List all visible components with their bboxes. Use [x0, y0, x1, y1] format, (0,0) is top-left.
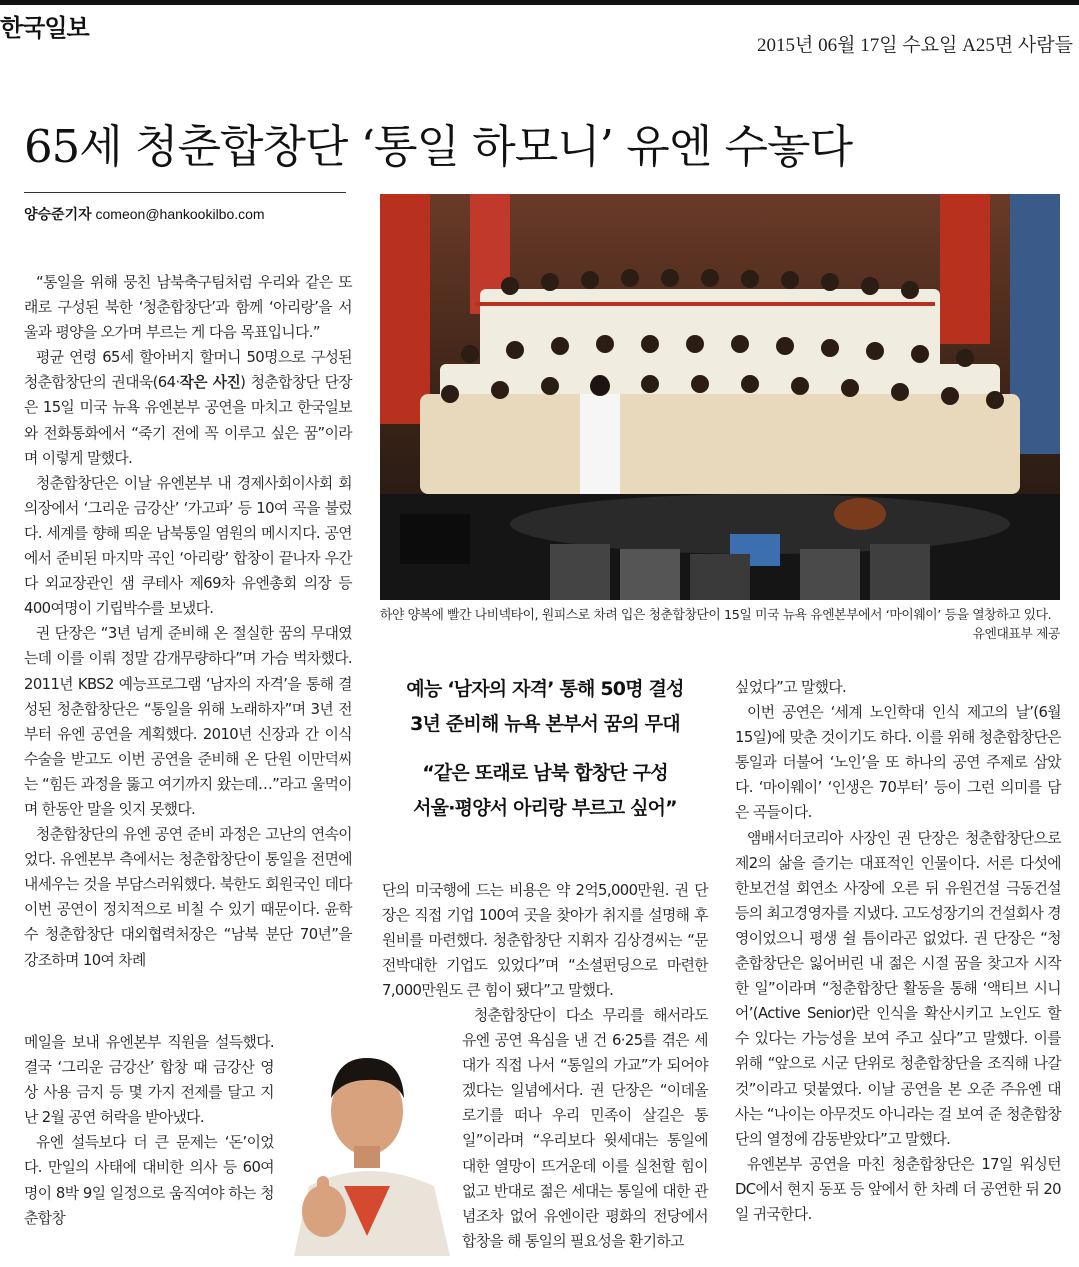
reporter-name: 양승준기자 — [24, 206, 92, 222]
subheadline-line: 3년 준비해 뉴욕 본부서 꿈의 무대 — [410, 713, 680, 735]
subheadline-line: 예능 ‘남자의 자격’ 통해 50명 결성 — [406, 678, 684, 700]
subheadline-line: 서울·평양서 아리랑 부르고 싶어” — [413, 797, 677, 819]
paragraph: 청춘합창단의 유엔 공연 준비 과정은 고난의 연속이었다. 유엔본부 측에서는 청춘합창단이 통일을 전면에 내세우는 것을 부담스러워했다. 북한도 회원국인 데다 이번 공연이 정치적으로 비칠 수 있기 때문이다. 윤학수 청춘합창단 대외협력처장은 “남북 분단 70년”을 강조하며 10여 차례 — [24, 826, 352, 969]
paragraph: 앰배서더코리아 사장인 권 단장은 청춘합창단으로 제2의 삶을 즐기는 대표적인 인물이다. 서른 다섯에 한보건설 회연소 사장에 오른 뒤 유원건설 극동건설 등의 최고경영자를 지냈다. 고도성장기의 건설회사 경영이었으니 평생 쉴 틈이라곤 없었다. 권 단장은 “청춘합창단은 잃어버린 내 젊은 시절 꿈을 찾고자 시작한 일”이라며 “청춘합창단 활동을 통해 ‘액티브 시니어’(Active Senior)란 인식을 확산시키고 노인도 할 수 있다는 가능성을 보여 주고 싶다”고 말했다. 이를 위해 “앞으로 시군 단위로 청춘합창단을 조직해 나갈 것”이라고 덧붙였다. 이날 공연을 본 오준 주유엔 대사는 “나이는 아무것도 아니라는 걸 보여 준 청춘합창단의 열정에 감동받았다”고 말했다. — [735, 829, 1061, 1148]
subheadline-1 — [382, 672, 708, 742]
small-photo-note: 작은 사진 — [179, 374, 241, 392]
byline — [24, 204, 265, 224]
article-headline: 65세 청춘합창단 ‘통일 하모니’ 유엔 수놓다 — [24, 120, 852, 174]
paragraph: 메일을 보내 유엔본부 직원을 설득했다. 결국 ‘그리운 금강산’ 합창 때 금강산 영상 사용 금지 등 몇 가지 전제를 달고 지난 2월 공연 허락을 받아냈다. — [24, 1034, 274, 1127]
byline-rule — [24, 192, 346, 193]
article-column-2 — [382, 878, 708, 1003]
article-column-1-lower — [24, 1030, 274, 1231]
subheadline-2 — [382, 756, 708, 826]
choir-photo — [380, 194, 1060, 600]
article-column-1 — [24, 270, 352, 973]
paragraph: 이번 공연은 ‘세계 노인학대 인식 제고의 날’(6월 15일)에 맞춘 것이기도 하다. 이를 위해 청춘합창단은 통일과 더불어 ‘노인’을 또 하나의 공연 주제로 삼았다. ‘마이웨이’ ‘인생은 70부터’ 등이 그런 의미를 담은 곡들이다. — [735, 704, 1061, 822]
photo-caption — [380, 606, 1060, 644]
paragraph: 싶었다”고 말했다. — [735, 679, 847, 696]
paragraph — [24, 345, 352, 470]
paragraph: 단의 미국행에 드는 비용은 약 2억5,000만원. 권 단장은 직접 기업 100여 곳을 찾아가 취지를 설명해 후원비를 마련했다. 청춘합창단 지휘자 김상경씨는 “문전박대한 기업도 있었다”며 “소셜펀딩으로 마련한 7,000만원도 큰 힘이 됐다”고 말했다. — [382, 882, 708, 1000]
paragraph: 유엔본부 공연을 마친 청춘합창단은 17일 워싱턴DC에서 현지 동포 등 앞에서 한 차례 더 공연한 뒤 20일 귀국한다. — [735, 1155, 1061, 1223]
newspaper-masthead: 한국일보 — [0, 14, 89, 42]
photo-credit: 유엔대표부 제공 — [972, 627, 1060, 642]
paragraph: “통일을 위해 뭉친 남북축구팀처럼 우리와 같은 또래로 구성된 북한 ‘청춘합창단’과 함께 ‘아리랑’을 서울과 평양을 오가며 부르는 게 다음 목표입니다.” — [24, 274, 352, 342]
subheadline-line: “같은 또래로 남북 합창단 구성 — [422, 762, 668, 784]
paragraph: 유엔 설득보다 더 큰 문제는 ‘돈’이었다. 만일의 사태에 대비한 의사 등 60여명이 8박 9일 일정으로 움직여야 하는 청춘합창 — [24, 1134, 274, 1227]
paragraph-text: ) 청춘합창단 단장은 15일 미국 뉴욕 유엔본부 공연을 마치고 한국일보와 전화통화에서 “죽기 전에 꼭 이루고 싶은 꿈”이라며 이렇게 말했다. — [24, 374, 352, 467]
top-rule — [0, 0, 1079, 5]
portrait-illustration — [284, 1036, 450, 1256]
caption-text: 하얀 양복에 빨간 나비넥타이, 원피스로 차려 입은 청춘합창단이 15일 미국 뉴욕 유엔본부에서 ‘마이웨이’ 등을 열창하고 있다. — [380, 608, 1052, 623]
reporter-email: comeon@hankookilbo.com — [95, 206, 265, 222]
issue-dateline: 2015년 06월 17일 수요일 A25면 사람들 — [756, 35, 1073, 56]
article-column-2-lower — [462, 1003, 708, 1254]
paragraph: 청춘합창단이 다소 무리를 해서라도 유엔 공연 욕심을 낸 건 6·25를 겪은 세대가 직접 나서 “통일의 가교”가 되어야겠다는 일념에서다. 권 단장은 “이데올로기를 떠나 우리 민족이 살길은 통일”이라며 “우리보다 윗세대는 통일에 대한 열망이 뜨거운데 이를 실천할 힘이 없고 반대로 젊은 세대는 통일에 대한 관념조차 없어 유엔이란 평화의 전당에서 합창을 해 통일의 필요성을 환기하고 — [462, 1007, 708, 1250]
article-column-3 — [735, 675, 1061, 1227]
choir-photo-illustration — [380, 194, 1060, 600]
conductor-portrait — [284, 1036, 450, 1256]
paragraph: 청춘합창단은 이날 유엔본부 내 경제사회이사회 회의장에서 ‘그리운 금강산’ ‘가고파’ 등 10여 곡을 불렀다. 세계를 향해 띄운 남북통일 염원의 메시지다. 공연에서 준비된 마지막 곡인 ‘아리랑’ 합창이 끝나자 우간다 외교장관인 샘 쿠테사 제69차 유엔총회 의장 등 400여명이 기립박수를 보냈다. — [24, 474, 352, 618]
paragraph: 권 단장은 “3년 넘게 준비해 온 절실한 꿈의 무대였는데 이를 이뤄 정말 감개무량하다”며 가슴 벅차했다. 2011년 KBS2 예능프로그램 ‘남자의 자격’을 통해 결성된 청춘합창단은 “통일을 위해 노래하자”며 3년 전부터 유엔 공연을 계획했다. 2010년 신장과 간 이식 수술을 받고도 이번 공연을 준비해 온 단원 이만덕씨는 “힘든 과정을 뚫고 여기까지 왔는데…”라고 울먹이며 한동안 말을 잇지 못했다. — [24, 625, 352, 818]
paragraph-text: 평균 연령 65세 할아버지 할머니 50명으로 구성된 청춘합창단의 권대욱(64· — [24, 349, 352, 392]
